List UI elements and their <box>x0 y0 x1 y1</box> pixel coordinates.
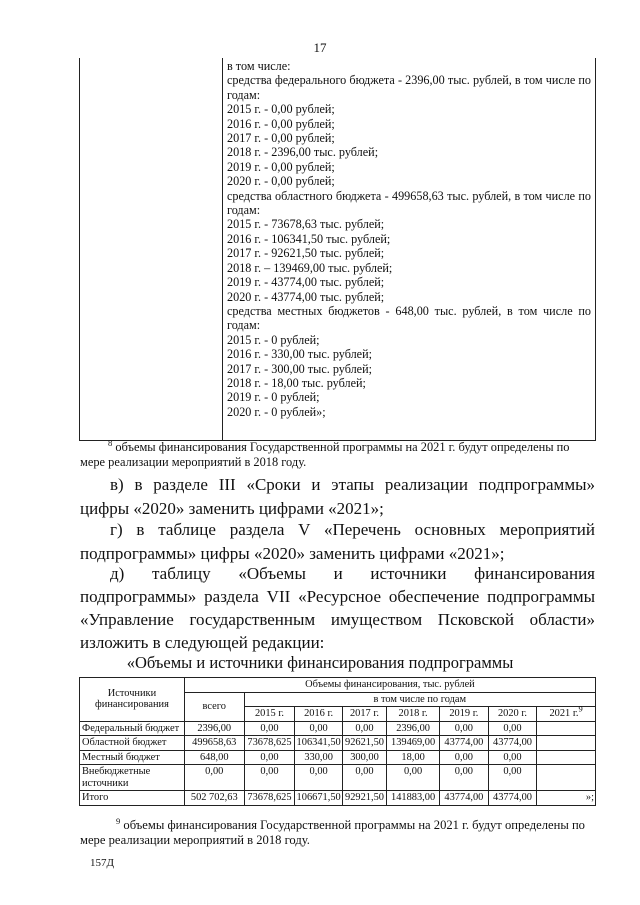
row-value <box>537 721 596 736</box>
row-value: 43774,00 <box>488 736 537 751</box>
footnote-mark: 8 <box>108 437 113 448</box>
table-row <box>80 721 596 736</box>
row-value: 0,00 <box>295 721 343 736</box>
table-row <box>80 791 596 806</box>
row-value <box>537 736 596 751</box>
header-total: всего <box>184 692 244 721</box>
paragraph-d: д) таблицу «Объемы и источники финансирования подпрограммы» раздела VII «Ресурсное обеспечение подпрограммы «Управление государственным имуществом Псковской области» изложить в следующей редакции: <box>80 564 595 652</box>
row-value: 139469,00 <box>387 736 440 751</box>
row-value: 0,00 <box>387 765 440 791</box>
row-value: 43774,00 <box>440 791 489 806</box>
row-source: Внебюджетные источники <box>80 765 185 791</box>
page-number: 17 <box>313 40 327 55</box>
footnote-mark: 9 <box>116 815 121 826</box>
row-value: 0,00 <box>244 750 295 765</box>
text-line: 2016 г. - 0,00 рублей; <box>227 116 335 131</box>
text-line: 2018 г. - 18,00 тыс. рублей; <box>227 375 366 390</box>
row-value: 92621,50 <box>342 736 386 751</box>
row-value: 73678,625 <box>244 791 295 806</box>
header-year: 2015 г. <box>244 707 295 722</box>
text-line: 2017 г. - 300,00 тыс. рублей; <box>227 361 372 376</box>
text-line: 2020 г. - 43774,00 тыс. рублей; <box>227 289 385 304</box>
row-value <box>537 765 596 791</box>
text-line: средства федерального бюджета - 2396,00 тыс. рублей, в том числе по годам: <box>227 73 591 102</box>
header-year: 2021 г. <box>549 708 579 719</box>
header-year: 2017 г. <box>342 707 386 722</box>
row-source: Итого <box>80 791 185 806</box>
text-line: средства областного бюджета - 499658,63 тыс. рублей, в том числе по годам: <box>227 188 591 218</box>
left-column-empty <box>80 58 223 440</box>
row-value: 0,00 <box>488 721 537 736</box>
text-line: 2017 г. - 0,00 рублей; <box>227 131 335 146</box>
text-line: 2016 г. - 330,00 тыс. рублей; <box>227 347 372 362</box>
footnote-mark: 9 <box>578 703 583 714</box>
financing-table <box>79 677 596 806</box>
header-year-2021 <box>537 703 596 722</box>
row-value: 0,00 <box>440 750 489 765</box>
header-volumes: Объемы финансирования, тыс. рублей <box>184 678 595 693</box>
funding-continuation-table <box>79 58 596 441</box>
row-value: 0,00 <box>342 765 386 791</box>
text-line: 2015 г. - 0 рублей; <box>227 332 320 347</box>
text-line: 2018 г. – 139469,00 тыс. рублей; <box>227 260 393 275</box>
row-value: 106671,50 <box>296 792 341 803</box>
row-value: »; <box>537 791 596 806</box>
row-total: 2396,00 <box>184 721 244 736</box>
text-line: 2015 г. - 0,00 рублей; <box>227 102 335 117</box>
row-value: 43774,00 <box>440 736 489 751</box>
paragraph-g: г) в таблице раздела V «Перечень основных мероприятий подпрограммы» цифры «2020» заменить цифрами «2021»; <box>80 520 595 563</box>
row-total: 502 702,63 <box>184 791 244 806</box>
row-source: Федеральный бюджет <box>80 721 185 736</box>
row-value: 2396,00 <box>387 721 440 736</box>
text-line: в том числе: <box>227 59 291 73</box>
row-value: 92921,50 <box>342 791 386 806</box>
footnote-text: объемы финансирования Государственной программы на 2021 г. будут определены по мере реализации мероприятий в 2018 году. <box>80 818 585 847</box>
header-source: Источники финансирования <box>80 678 185 722</box>
text-line: 2019 г. - 43774,00 тыс. рублей; <box>227 275 385 290</box>
row-value: 0,00 <box>295 765 343 791</box>
row-value: 18,00 <box>387 750 440 765</box>
row-value: 106341,50 <box>296 737 341 748</box>
text-line: 2019 г. - 0 рублей; <box>227 390 320 405</box>
text-line: средства местных бюджетов - 648,00 тыс. рублей, в том числе по годам: <box>227 303 591 333</box>
row-value: 141883,00 <box>387 791 440 806</box>
footnote-8 <box>80 437 596 470</box>
row-value <box>537 750 596 765</box>
row-value: 0,00 <box>244 721 295 736</box>
table-row <box>80 736 596 751</box>
table-title: «Объемы и источники финансирования подпрограммы <box>126 653 514 672</box>
footnote-9 <box>80 815 596 848</box>
paragraph-v: в) в разделе III «Сроки и этапы реализации подпрограммы» цифры «2020» заменить цифрами «2021»; <box>80 475 595 518</box>
row-source: Местный бюджет <box>80 750 185 765</box>
row-value: 0,00 <box>244 765 295 791</box>
row-value: 0,00 <box>440 765 489 791</box>
header-year: 2019 г. <box>440 707 489 722</box>
row-value: 300,00 <box>342 750 386 765</box>
table-row <box>80 765 596 791</box>
text-line: 2015 г. - 73678,63 тыс. рублей; <box>227 217 385 232</box>
row-value: 43774,00 <box>488 791 537 806</box>
text-line: 2020 г. - 0 рублей»; <box>227 404 326 419</box>
document-code: 157Д <box>90 857 115 869</box>
text-line: 2019 г. - 0,00 рублей; <box>227 159 335 174</box>
header-by-years: в том числе по годам <box>244 692 595 707</box>
row-total: 499658,63 <box>184 736 244 751</box>
text-line: 2016 г. - 106341,50 тыс. рублей; <box>227 231 391 246</box>
text-line: 2017 г. - 92621,50 тыс. рублей; <box>227 246 385 261</box>
header-year: 2016 г. <box>295 707 343 722</box>
header-year: 2020 г. <box>488 707 537 722</box>
row-value: 0,00 <box>488 750 537 765</box>
row-total: 0,00 <box>184 765 244 791</box>
text-line: 2020 г. - 0,00 рублей; <box>227 174 335 189</box>
text-line: 2018 г. - 2396,00 тыс. рублей; <box>227 145 379 160</box>
footnote-text: объемы финансирования Государственной программы на 2021 г. будут определены по мере реализации мероприятий в 2018 году. <box>80 440 570 469</box>
row-value: 0,00 <box>440 721 489 736</box>
row-value: 0,00 <box>342 721 386 736</box>
table-row <box>80 750 596 765</box>
funding-details-cell <box>227 59 591 419</box>
header-year: 2018 г. <box>387 707 440 722</box>
row-value: 73678,625 <box>244 736 295 751</box>
row-source: Областной бюджет <box>80 736 185 751</box>
row-total: 648,00 <box>184 750 244 765</box>
row-value: 330,00 <box>295 750 343 765</box>
row-value: 0,00 <box>488 765 537 791</box>
